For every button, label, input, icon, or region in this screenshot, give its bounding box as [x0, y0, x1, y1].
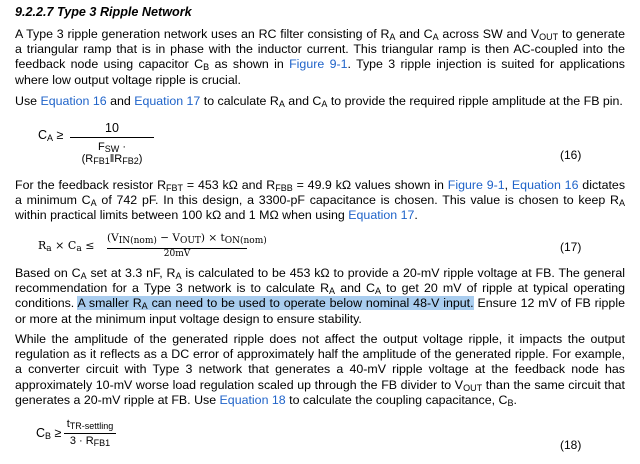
paragraph-use-equations: Use Equation 16 and Equation 17 to calculate $R_A$ and $C_A$ to provide the required ripple amplitude at the FB pin. [15, 94, 623, 109]
eq18-lhs: $C_B$ ≥ [36, 426, 62, 441]
eq18-denominator: $3 \cdot R_{FB1}$ [69, 435, 111, 448]
equation-17-link[interactable]: Equation 17 [134, 94, 201, 108]
highlighted-text: A smaller $R_A$ can need to be used to operate below nominal 48-V input. [77, 296, 474, 312]
figure-9-1-link[interactable]: Figure 9-1 [289, 57, 348, 72]
equation-16-link[interactable]: Equation 16 [40, 94, 107, 108]
eq18-fraction-line [64, 433, 116, 434]
eq18-numerator: $t_{TR-settling}$ [66, 418, 114, 431]
equation-16-link-2[interactable]: Equation 16 [511, 178, 579, 192]
eq17-numerator: $(V_{IN(nom)} - V_{OUT}) \times t_{ON(nom)}$ [107, 232, 267, 246]
equation-16 [0, 118, 640, 166]
paragraph-ripple-amplitude: While the amplitude of the generated ripple does not affect the output voltage ripple, it impacts the output regulation as it reflects as a DC error of approximately half the amplitude of the generated ripple. For example, a converter circuit with Type 3 network that generates a 40-mV ripple voltage at the feedback node has approximately 10-mV worse load regulation scaled up through the FB divider to $V_{OUT}$ than the same circuit that generates a 20-mV ripple at FB. Use Equation 18 to calculate the coupling capacitance, $C_B$. [15, 332, 625, 408]
paragraph-based-on-ca: Based on $C_A$ set at 3.3 nF, $R_A$ is calculated to be 453 kΩ to provide a 20-mV ripple voltage at FB. The general recommendation for a Type 3 network is to calculate $R_A$ and $C_A$ to get 20 mV of ripple at typical operating conditions. A smaller $R_A$ can need to be used to operate below nominal 48-V input. Ensure 12 mV of FB ripple or more at the minimum input voltage design to ensure stability. [15, 266, 626, 326]
eq16-numerator: 10 [105, 121, 119, 135]
equation-17 [0, 229, 640, 263]
section-heading: 9.2.2.7 Type 3 Ripple Network [15, 5, 192, 19]
paragraph-type3-intro: A Type 3 ripple generation network uses an RC filter consisting of $R_A$ and $C_A$ across SW and $V_{OUT}$ to generate a triangular ramp that is in phase with the inductor current. This triangular ramp is then AC-coupled into the feedback node using capacitor $C_B$ as shown in Figure 9-1. Type 3 ripple injection is suited for applications where low output voltage ripple is crucial. [15, 27, 625, 87]
eq16-denominator: $F_{SW}$ · $(R_{FB1}‖R_{FB2})$ [81, 141, 143, 166]
eq18-number: (18) [560, 438, 582, 452]
equation-17-link-2[interactable]: Equation 17 [348, 208, 415, 223]
figure-9-1-link-2[interactable]: Figure 9-1 [447, 178, 505, 192]
eq16-number: (16) [560, 148, 582, 162]
equation-18 [0, 414, 640, 460]
eq16-fraction-line [70, 137, 154, 138]
eq17-denominator: 20mV [163, 249, 191, 259]
paragraph-feedback-resistor: For the feedback resistor $R_{FBT} = 453$ kΩ and $R_{FBB} = 49.9$ kΩ values shown in Figure 9-1, Equation 16 dictates a minimum $C_A$ of 742 pF. In this design, a 3300-pF capacitance is chosen. This value is chosen to keep $R_A$ within practical limits between 100 kΩ and 1 MΩ when using Equation 17. [15, 178, 626, 223]
equation-18-link[interactable]: Equation 18 [219, 392, 286, 407]
eq17-lhs: $R_a \times C_a$ ≤ [38, 239, 95, 254]
eq16-lhs: $C_A$ ≥ [38, 128, 64, 143]
eq17-number: (17) [560, 240, 582, 254]
